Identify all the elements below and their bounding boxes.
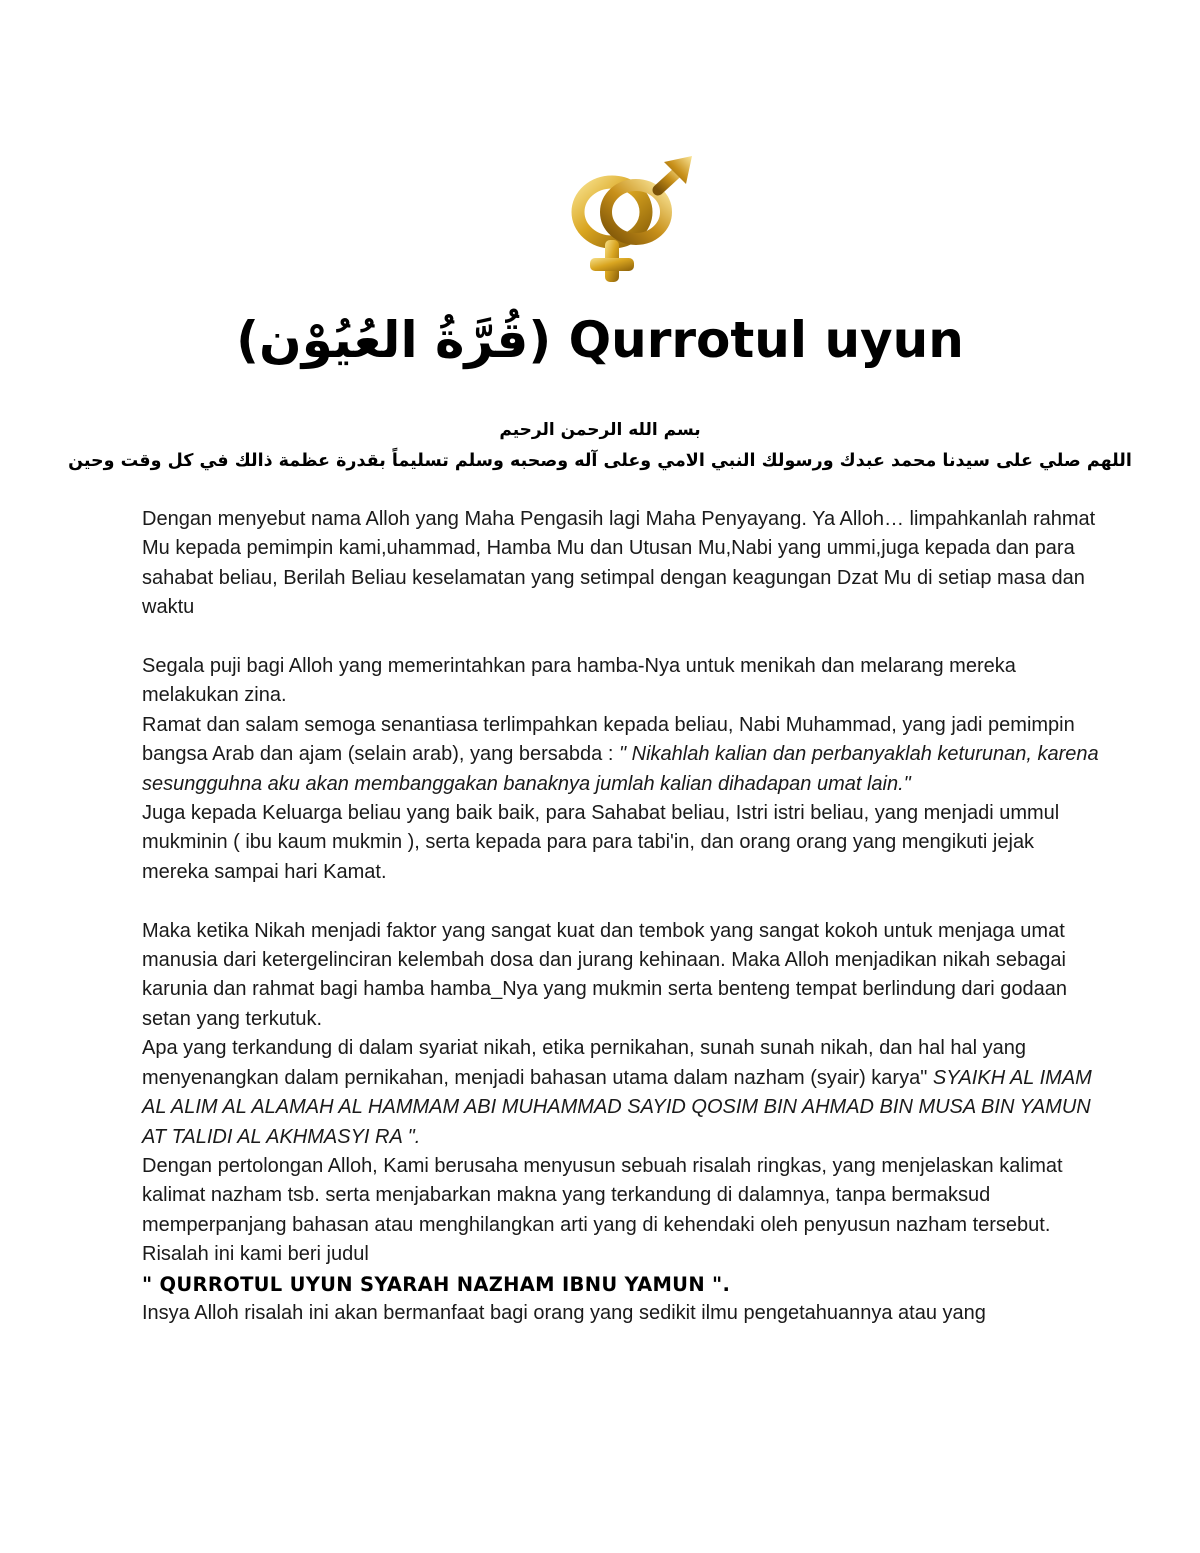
author-name: SYAIKH AL IMAM AL ALIM AL ALAMAH AL HAMMAM ABI MUHAMMAD SAYID QOSIM BIN AHMAD BIN MUSA BIN YAMUN AT TALIDI AL AKHMASYI RA ". [142, 1066, 1092, 1148]
document-body [142, 505, 1102, 1328]
hadith-quote: " Nikahlah kalian dan perbanyaklah keturunan, karena sesungguhna aku akan membanggakan banaknya jumlah kalian dihadapan umat lain." [142, 743, 1099, 795]
basmala: بسم الله الرحمن الرحيم [499, 420, 701, 440]
paragraph-10: Insya Alloh risalah ini akan bermanfaat bagi orang yang sedikit ilmu pengetahuannya atau yang [142, 1301, 986, 1324]
document-title [0, 300, 1200, 380]
paragraph-6-intro: Apa yang terkandung di dalam syariat nikah, etika pernikahan, sunah sunah nikah, dan hal hal yang menyenangkan dalam pernikahan, menjadi bahasan utama dalam nazham (syair) karya" [142, 1037, 1026, 1089]
gold-gender-symbol-icon [560, 152, 700, 287]
paragraph-7: Dengan pertolongan Alloh, Kami berusaha menyusun sebuah risalah ringkas, yang menjelaskan kalimat kalimat nazham tsb. serta menjabarkan makna yang terkandung di dalamnya, tanpa bermaksud memperpanjang bahasan atau menghilangkan arti yang di kehendaki oleh penyusun nazham tersebut. [142, 1154, 1063, 1236]
paragraph-3-intro: Ramat dan salam semoga senantiasa terlimpahkan kepada beliau, Nabi Muhammad, yang jadi pemimpin bangsa Arab dan ajam (selain arab), yang bersabda : [142, 713, 1075, 766]
title-arabic: (قُرَّةُ العُيُوْن) [236, 311, 552, 369]
paragraph-5: Maka ketika Nikah menjadi faktor yang sangat kuat dan tembok yang sangat kokoh untuk menjaga umat manusia dari ketergelinciran kelembah dosa dan jurang kehinaan. Maka Alloh menjadikan nikah sebagai karunia dan rahmat bagi hamba hamba_Nya yang mukmin serta benteng tempat berlindung dari godaan setan yang terkutuk. [142, 919, 1068, 1030]
paragraph-4: Juga kepada Keluarga beliau yang baik baik, para Sahabat beliau, Istri istri beliau, yang menjadi ummul mukminin ( ibu kaum mukmin ), serta kepada para para tabi'in, dan orang orang yang mengikuti jejak mereka sampai hari Kamat. [142, 802, 1060, 883]
paragraph-3 [142, 711, 1102, 799]
paragraph-2: Segala puji bagi Alloh yang memerintahkan para hamba-Nya untuk menikah dan melarang mereka melakukan zina. [142, 655, 1016, 707]
risalah-title: " QURROTUL UYUN SYARAH NAZHAM IBNU YAMUN ". [142, 1272, 731, 1296]
paragraph-6 [142, 1034, 1102, 1152]
salawat: اللهم صلي على سيدنا محمد عبدك ورسولك النبي الامي وعلى آله وصحبه وسلم تسليماً بقدرة عظمة ذالك في كل وقت وحين [68, 451, 1132, 471]
paragraph-1: Dengan menyebut nama Alloh yang Maha Pengasih lagi Maha Penyayang. Ya Alloh… limpahkanlah rahmat Mu kepada pemimpin kami,uhammad, Hamba Mu dan Utusan Mu,Nabi yang ummi,juga kepada dan para sahabat beliau, Berilah Beliau keselamatan yang setimpal dengan keagungan Dzat Mu di setiap masa dan waktu [142, 508, 1096, 619]
paragraph-8: Risalah ini kami beri judul [142, 1243, 369, 1266]
title-latin: Qurrotul uyun [568, 311, 964, 369]
